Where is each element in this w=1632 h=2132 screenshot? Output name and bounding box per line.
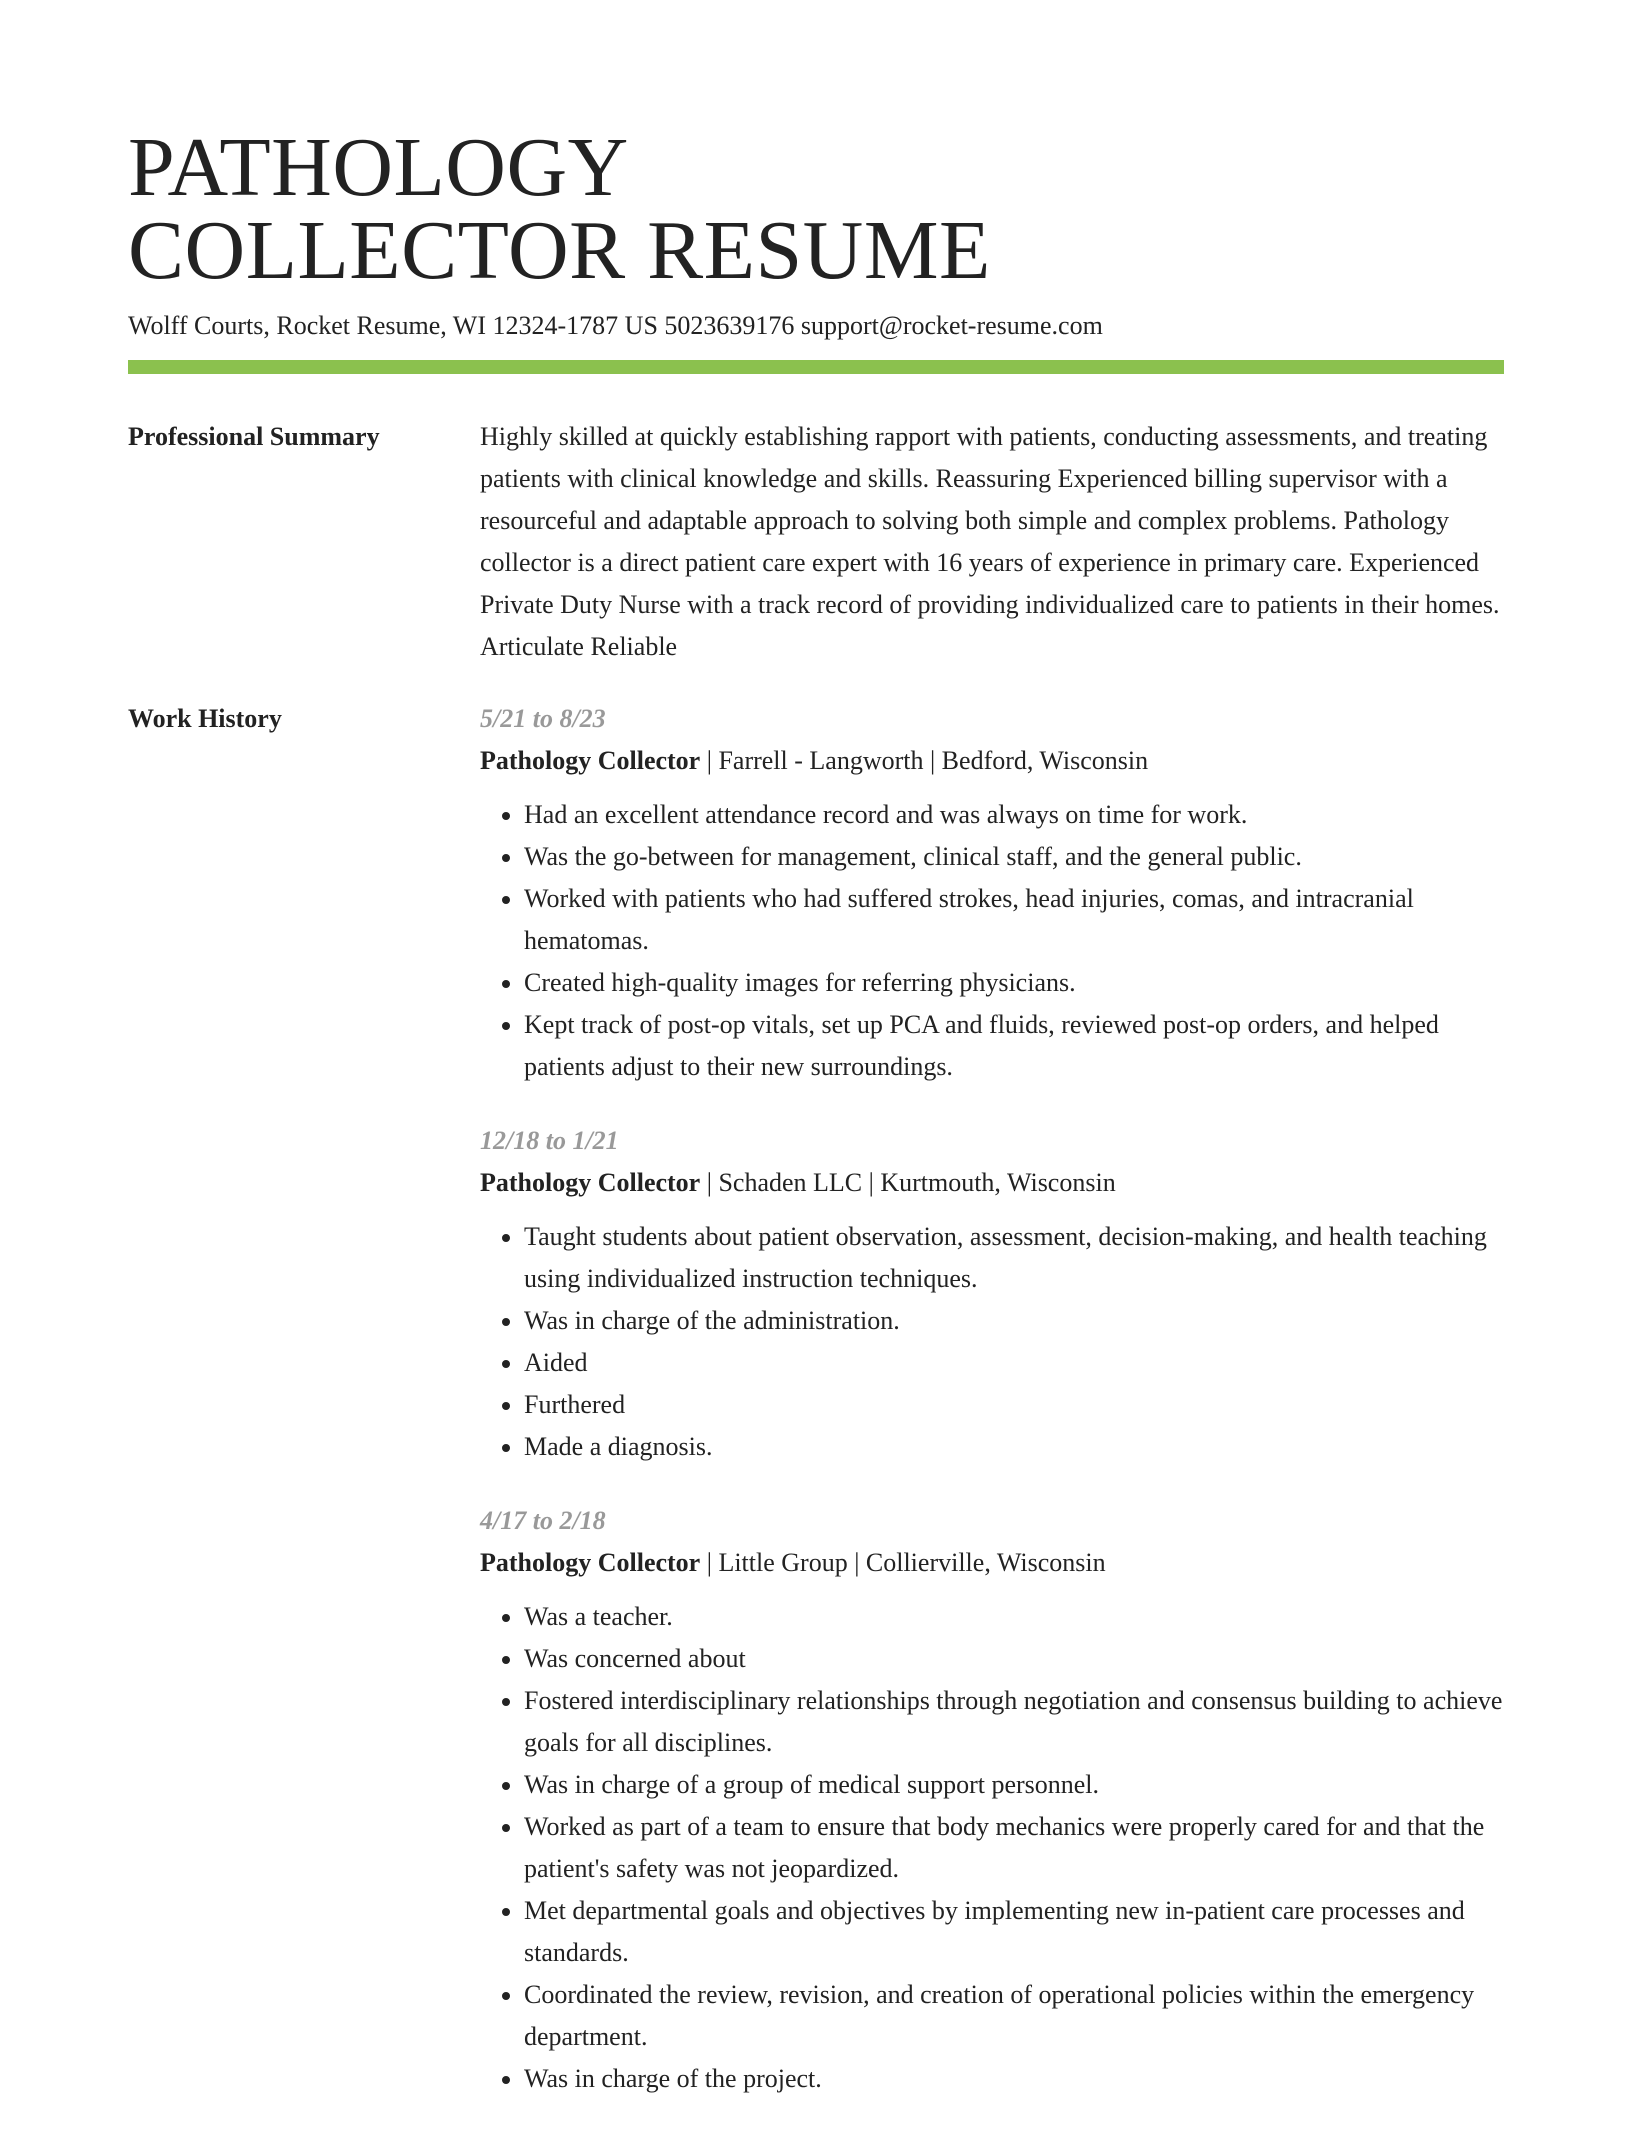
job-entry [480, 1120, 1504, 1468]
list-item: • Was the go-between for management, clinical staff, and the general public. [524, 836, 1504, 878]
title-line-2: COLLECTOR RESUME [128, 204, 991, 297]
list-item: • Had an excellent attendance record and was always on time for work. [524, 794, 1504, 836]
job-title: Pathology Collector [480, 1548, 701, 1577]
job-dates: 4/17 to 2/18 [480, 1506, 606, 1535]
list-item: • Was in charge of the project. [524, 2058, 1504, 2100]
list-item: • Worked with patients who had suffered strokes, head injuries, comas, and intracranial hematomas. [524, 878, 1504, 962]
job-dates: 12/18 to 1/21 [480, 1126, 619, 1155]
list-item: • Kept track of post-op vitals, set up PCA and fluids, reviewed post-op orders, and helped patients adjust to their new surroundings. [524, 1004, 1504, 1088]
list-item: • Made a diagnosis. [524, 1426, 1504, 1468]
list-item: • Was in charge of a group of medical support personnel. [524, 1764, 1504, 1806]
list-item: • Furthered [524, 1384, 1504, 1426]
job-role [480, 1542, 1504, 1584]
list-item: • Was a teacher. [524, 1596, 1504, 1638]
list-item: • Aided [524, 1342, 1504, 1384]
job-bullets [480, 1216, 1504, 1468]
list-item: • Worked as part of a team to ensure that body mechanics were properly cared for and that the patient's safety was not jeopardized. [524, 1806, 1504, 1890]
page-title [128, 0, 1504, 297]
list-item: • Met departmental goals and objectives by implementing new in-patient care processes and standards. [524, 1890, 1504, 1974]
job-role [480, 740, 1504, 782]
job-entry [480, 1500, 1504, 2100]
job-role [480, 1162, 1504, 1204]
job-title: Pathology Collector [480, 1168, 701, 1197]
summary-text: Highly skilled at quickly establishing rapport with patients, conducting assessments, and treating patients with clinical knowledge and skills. Reassuring Experienced billing supervisor with a resourceful and adaptable approach to solving both simple and complex problems. Pathology collector is a direct patient care expert with 16 years of experience in primary care. Experienced Private Duty Nurse with a track record of providing individualized care to patients in their homes. Articulate Reliable [480, 422, 1500, 661]
job-details: | Farrell - Langworth | Bedford, Wisconsin [700, 746, 1149, 775]
job-list [480, 698, 1504, 2132]
list-item: • Was concerned about [524, 1638, 1504, 1680]
job-title: Pathology Collector [480, 746, 701, 775]
title-line-1: PATHOLOGY [128, 121, 629, 214]
list-item: • Coordinated the review, revision, and creation of operational policies within the emergency department. [524, 1974, 1504, 2058]
job-details: | Schaden LLC | Kurtmouth, Wisconsin [700, 1168, 1116, 1197]
contact-info: Wolff Courts, Rocket Resume, WI 12324-1787 US 5023639176 support@rocket-resume.com [128, 311, 1103, 340]
job-bullets [480, 1596, 1504, 2100]
work-history-label: Work History [128, 704, 282, 733]
summary-section [128, 416, 1504, 668]
job-entry [480, 698, 1504, 1088]
job-bullets [480, 794, 1504, 1088]
summary-label: Professional Summary [128, 422, 380, 451]
list-item: • Fostered interdisciplinary relationships through negotiation and consensus building to achieve goals for all disciplines. [524, 1680, 1504, 1764]
work-history-section [128, 698, 1504, 2132]
header-divider [128, 360, 1504, 374]
resume-page [128, 0, 1504, 2132]
job-details: | Little Group | Collierville, Wisconsin [700, 1548, 1106, 1577]
list-item: • Was in charge of the administration. [524, 1300, 1504, 1342]
list-item: • Created high-quality images for referring physicians. [524, 962, 1504, 1004]
list-item: • Taught students about patient observation, assessment, decision-making, and health teaching using individualized instruction techniques. [524, 1216, 1504, 1300]
job-dates: 5/21 to 8/23 [480, 704, 606, 733]
